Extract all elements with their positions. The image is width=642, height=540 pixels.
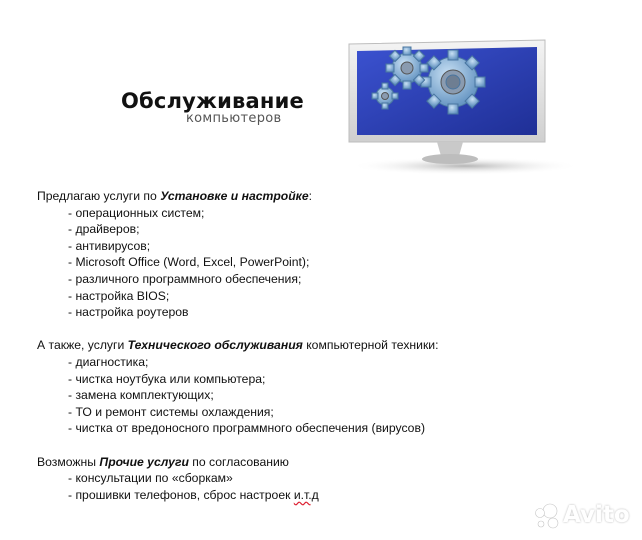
emphasis-text: Технического обслуживания: [127, 338, 303, 353]
list-item: - различного программного обеспечения;: [68, 271, 617, 288]
list-item: - чистка ноутбука или компьютера;: [68, 371, 617, 388]
intro-suffix: компьютерной техники:: [302, 338, 439, 353]
services-document: [37, 188, 617, 503]
list-item: - операционных систем;: [68, 205, 617, 222]
list-item: - настройка роутеров: [68, 304, 617, 321]
list-item: - ТО и ремонт системы охлаждения;: [68, 404, 617, 421]
banner-subtitle: компьютеров: [186, 111, 282, 126]
avito-logo-icon: [533, 502, 561, 530]
list-item: - Microsoft Office (Word, Excel, PowerPoint);: [68, 254, 617, 271]
intro-text: А также, услуги: [37, 338, 128, 353]
list-item: - драйверов;: [68, 221, 617, 238]
list-item: - диагностика;: [68, 354, 617, 371]
list-item: - замена комплектующих;: [68, 387, 617, 404]
maintenance-list: [37, 354, 617, 437]
intro-text: Предлагаю услуги по: [37, 189, 161, 203]
list-item: - чистка от вредоносного программного обеспечения (вирусов): [68, 420, 617, 437]
banner: [0, 0, 642, 180]
banner-title: Обслуживание: [121, 89, 304, 113]
intro-text: Возможны: [37, 454, 100, 469]
monitor-gears-illustration: [345, 38, 585, 178]
installation-list: [37, 205, 617, 321]
intro-suffix: :: [308, 189, 313, 203]
emphasis-text: Прочие услуги: [99, 454, 189, 469]
section-other-intro: [37, 454, 617, 471]
spellcheck-underlined-text: и.т.д: [293, 487, 319, 502]
list-item: - антивирусов;: [68, 238, 617, 255]
avito-brand-text: Avito: [563, 502, 630, 528]
list-item-text: прошивки телефонов, сброс настроек: [75, 487, 294, 502]
avito-watermark: [533, 500, 633, 530]
intro-suffix: по согласованию: [188, 454, 289, 469]
other-list: [37, 470, 617, 503]
list-item: - настройка BIOS;: [68, 288, 617, 305]
emphasis-text: Установке и настройке: [160, 189, 309, 203]
section-installation-intro: [37, 188, 617, 205]
list-item: - консультации по «сборкам»: [68, 470, 617, 487]
monitor-icon: [345, 38, 585, 178]
section-maintenance-intro: [37, 337, 617, 354]
